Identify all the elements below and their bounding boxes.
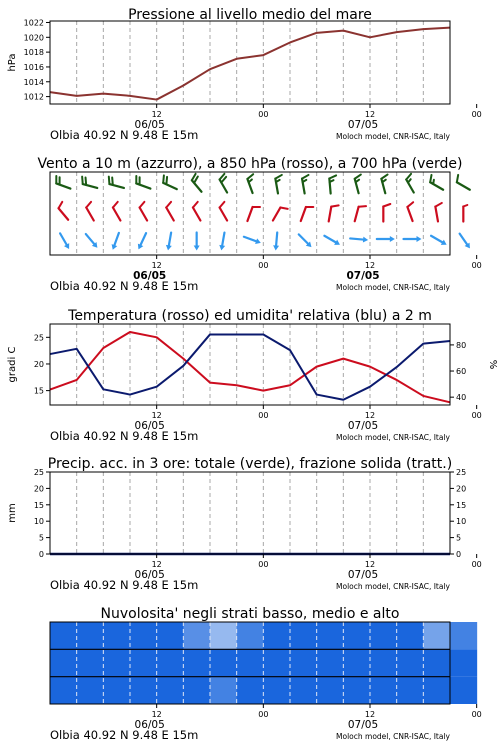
y-tick-label: 5 (38, 533, 44, 543)
y-tick-label: 1012 (23, 92, 44, 102)
wind-shaft (193, 208, 201, 221)
wind-shaft (163, 183, 177, 189)
x-tick-label: 12 (364, 110, 376, 119)
chart-title: Precip. acc. in 3 ore: totale (verde), frazione solida (tratt.) (47, 456, 453, 472)
cloud-cell (290, 677, 317, 704)
wind-shaft (60, 233, 67, 244)
cloud-cell (263, 649, 290, 676)
wind-barb-flag (86, 178, 87, 185)
cloud-cell (157, 677, 184, 704)
cloud-cell (423, 677, 450, 704)
wind-barb (299, 234, 312, 247)
y-tick-label: 10 (33, 517, 44, 527)
precip-frame (50, 472, 450, 554)
wind-barb (430, 175, 443, 190)
cloud-cell (423, 622, 450, 649)
wind-shaft (299, 234, 308, 243)
wind-barb-flag (194, 177, 198, 183)
wind-shaft (86, 234, 94, 244)
wind-barb-flag (112, 178, 113, 185)
y-tick-label: 25 (33, 333, 44, 343)
wind-barb (355, 206, 366, 221)
location-label: Olbia 40.92 N 9.48 E 15m (50, 429, 199, 443)
x-tick-label: 12 (151, 560, 162, 569)
wind-barb (247, 207, 260, 221)
date-label: 06/05 (134, 569, 165, 581)
cloud-cell (130, 622, 157, 649)
wind-barb (113, 202, 121, 221)
wind-barb (435, 203, 441, 221)
wind-arrowhead (194, 246, 200, 251)
cloud-cell (317, 677, 344, 704)
x-tick-label: 12 (151, 261, 162, 270)
wind-barb (192, 174, 202, 192)
cloud-cell (263, 677, 290, 704)
cloud-cell (103, 649, 130, 676)
location-label: Olbia 40.92 N 9.48 E 15m (50, 128, 199, 142)
wind-barb (355, 175, 361, 194)
date-label: 07/05 (347, 569, 379, 581)
wind-barb (329, 175, 336, 193)
x-tick-label: 12 (364, 411, 376, 420)
cloud-cell (370, 622, 397, 649)
wind-arrowhead (219, 245, 225, 250)
wind-barb (324, 236, 340, 245)
wind-shaft (114, 233, 118, 245)
y-tick-label: 1022 (23, 18, 44, 28)
wind-shaft (56, 183, 70, 188)
pressure-line (50, 28, 450, 100)
wind-barb (301, 207, 314, 221)
y-tick-label-right: 0 (456, 550, 462, 559)
model-credit: Moloch model, CNR-ISAC, Italy (336, 582, 450, 591)
wind-barb-flag (407, 202, 413, 207)
x-tick-label: 00 (471, 110, 482, 119)
cloud-cell (237, 622, 264, 649)
model-credit: Moloch model, CNR-ISAC, Italy (336, 732, 450, 741)
wind-barb (194, 233, 200, 251)
wind-barb-flag (302, 175, 308, 179)
wind-shaft (301, 207, 306, 221)
wind-shaft (166, 208, 174, 221)
wind-shaft (59, 208, 69, 219)
wind-arrowhead (363, 237, 368, 243)
y-tick-label-right: 15 (456, 500, 467, 510)
y-tick-label-right: 60 (456, 367, 467, 377)
cloud-cell (50, 649, 77, 676)
wind-barb (56, 176, 70, 189)
x-tick-label: 00 (258, 710, 269, 719)
chart-title: Temperatura (rosso) ed umidita' relativa (blu) a 2 m (68, 308, 432, 324)
cloud-cell (157, 622, 184, 649)
cloud-cell (77, 677, 104, 704)
wind-barb-flag (280, 208, 287, 209)
y-tick-label: 1018 (23, 48, 44, 58)
wind-shaft (329, 207, 332, 222)
cloud-cell (77, 649, 104, 676)
x-tick-label: 00 (258, 261, 269, 270)
wind-shaft (350, 238, 363, 239)
wind-barb (457, 175, 470, 190)
wind-arrowhead (273, 245, 279, 250)
wind-barb-half (463, 205, 467, 207)
wind-barb (463, 205, 467, 222)
wind-barb (220, 174, 228, 193)
wind-barb (329, 205, 339, 221)
x-tick-label: 12 (364, 710, 376, 719)
y-tick-label: 15 (33, 500, 44, 510)
x-tick-label: 00 (258, 560, 269, 569)
wind-barb (193, 202, 201, 221)
temperature-line (50, 332, 450, 402)
wind-barb-flag (59, 202, 63, 208)
wind-barb (166, 233, 172, 251)
wind-shaft (192, 180, 202, 191)
wind-barb-flag (435, 203, 441, 207)
chart-title: Vento a 10 m (azzurro), a 850 hPa (rosso), a 700 hPa (verde) (37, 156, 463, 172)
wind-barb (381, 175, 387, 194)
y-tick-label: 1014 (23, 77, 44, 87)
cloud-cell (77, 622, 104, 649)
date-label: 06/05 (134, 420, 165, 432)
y-tick-label: 20 (33, 359, 44, 369)
date-label: 07/05 (347, 420, 379, 432)
wind-barb (59, 202, 69, 220)
wind-barb (431, 236, 447, 245)
y-tick-label-right: 25 (456, 468, 467, 477)
wind-barb (350, 237, 368, 243)
wind-barb (460, 234, 470, 249)
x-tick-label: 00 (471, 710, 482, 719)
wind-barb-flag (457, 175, 458, 182)
location-label: Olbia 40.92 N 9.48 E 15m (50, 728, 199, 742)
wind-barb (140, 202, 148, 221)
wind-barb (406, 174, 414, 193)
y-tick-label-right: 40 (456, 393, 467, 403)
x-tick-label: 00 (471, 560, 482, 569)
chart-title: Pressione al livello medio del mare (128, 7, 372, 23)
wind-barb-flag (86, 202, 91, 208)
wind-shaft (222, 233, 224, 246)
wind-shaft (355, 207, 359, 221)
cloud-cell (237, 677, 264, 704)
cloud-cell (103, 622, 130, 649)
wind-barb (60, 233, 69, 249)
cloud-cell (317, 622, 344, 649)
wind-barb-flag (113, 202, 118, 208)
wind-barb (219, 233, 225, 251)
wind-barb (136, 176, 150, 189)
x-tick-label: 12 (151, 411, 162, 420)
wind-shaft (324, 236, 335, 243)
wind-barb-flag (109, 177, 110, 184)
model-credit: Moloch model, CNR-ISAC, Italy (336, 132, 450, 141)
date-label: 07/05 (347, 719, 379, 731)
wind-barb-flag (163, 175, 164, 182)
wind-barb (273, 233, 279, 251)
cloud-cell (237, 649, 264, 676)
wind-shaft (430, 182, 443, 190)
wind-shaft (244, 237, 256, 241)
model-credit: Moloch model, CNR-ISAC, Italy (336, 433, 450, 442)
wind-shaft (407, 207, 412, 221)
cloud-cell (397, 677, 424, 704)
wind-barb (82, 177, 97, 188)
y-tick-label: 1016 (23, 62, 44, 72)
cloud-cell (157, 649, 184, 676)
y-axis-label-right: % (487, 359, 498, 370)
cloud-cell (343, 622, 370, 649)
date-label: 07/05 (346, 270, 380, 282)
wind-shaft (141, 233, 146, 245)
y-tick-label-right: 5 (456, 533, 462, 543)
wind-barb-flag (140, 202, 145, 208)
cloud-cell (183, 677, 210, 704)
y-tick-label: 0 (38, 550, 44, 559)
cloud-cell (450, 622, 477, 649)
x-tick-label: 12 (364, 261, 376, 270)
date-label: 06/05 (134, 119, 165, 131)
wind-barb-half (249, 179, 252, 182)
wind-barb (166, 202, 174, 221)
y-axis-label: hPa (7, 53, 18, 72)
cloud-cell (183, 649, 210, 676)
wind-shaft (86, 208, 94, 221)
cloud-cell (290, 649, 317, 676)
y-tick-label: 20 (33, 484, 44, 494)
cloud-cell (423, 649, 450, 676)
wind-barb-flag (275, 175, 281, 179)
wind-shaft (276, 233, 277, 246)
wind-barb-half (433, 180, 434, 184)
cloud-cell (210, 622, 237, 649)
wind-barb-flag (381, 175, 387, 179)
wind-barb-flag (82, 177, 83, 184)
cloud-cell (183, 622, 210, 649)
wind-barb (163, 175, 177, 189)
cloud-cell (210, 649, 237, 676)
wind-shaft (169, 233, 171, 246)
wind-barb (383, 204, 390, 222)
y-tick-label: 25 (33, 468, 44, 477)
wind-barb-flag (383, 204, 390, 207)
date-label: 06/05 (133, 270, 167, 282)
wind-shaft (136, 183, 150, 188)
wind-barb-flag (247, 174, 253, 179)
model-credit: Moloch model, CNR-ISAC, Italy (336, 283, 450, 292)
wind-shaft (83, 184, 97, 188)
x-tick-label: 00 (258, 411, 269, 420)
location-label: Olbia 40.92 N 9.48 E 15m (50, 578, 199, 592)
cloud-cell (450, 649, 477, 676)
wind-barb-half (408, 179, 411, 182)
wind-shaft (140, 208, 148, 221)
date-label: 06/05 (134, 719, 165, 731)
wind-barb (377, 236, 395, 242)
x-tick-label: 12 (151, 710, 162, 719)
wind-barb (273, 208, 288, 221)
cloud-cell (450, 677, 477, 704)
wind-barb (275, 175, 281, 193)
wind-shaft (220, 208, 228, 221)
wind-barb-flag (166, 177, 167, 184)
wind-shaft (247, 207, 252, 221)
cloud-cell (290, 622, 317, 649)
cloud-cell (130, 649, 157, 676)
x-tick-label: 00 (471, 411, 482, 420)
wind-barb (404, 236, 422, 242)
y-axis-label: mm (7, 503, 18, 523)
cloud-cell (130, 677, 157, 704)
x-tick-label: 12 (151, 110, 162, 119)
wind-shaft (457, 182, 470, 190)
temp-frame (50, 324, 450, 405)
cloud-cell (397, 622, 424, 649)
x-tick-label: 00 (258, 110, 269, 119)
wind-barb (109, 177, 124, 188)
wind-barb-flag (430, 175, 431, 182)
wind-arrowhead (417, 236, 422, 242)
y-tick-label: 15 (33, 386, 44, 396)
cloud-cell (370, 649, 397, 676)
wind-arrowhead (166, 245, 172, 250)
location-label: Olbia 40.92 N 9.48 E 15m (50, 279, 199, 293)
wind-barb (407, 202, 413, 221)
wind-arrowhead (390, 236, 395, 242)
wind-shaft (435, 207, 438, 222)
wind-barb-flag (220, 202, 225, 208)
cloud-cell (50, 677, 77, 704)
y-axis-label: gradi C (7, 346, 18, 383)
y-tick-label-right: 10 (456, 517, 467, 527)
cloud-cell (343, 677, 370, 704)
wind-shaft (113, 208, 121, 221)
wind-barb (86, 202, 94, 221)
cloud-cell (263, 622, 290, 649)
cloud-cell (317, 649, 344, 676)
y-tick-label: 1020 (23, 33, 44, 43)
date-label: 07/05 (347, 119, 379, 131)
x-tick-label: 00 (471, 261, 482, 270)
y-tick-label-right: 20 (456, 484, 467, 494)
wind-barb-flag (359, 206, 366, 207)
wind-barb-flag (193, 202, 198, 208)
wind-shaft (109, 184, 123, 188)
wind-shaft (431, 236, 442, 243)
cloud-cell (103, 677, 130, 704)
chart-title: Nuvolosita' negli strati basso, medio e alto (100, 606, 400, 622)
wind-barb (138, 233, 146, 249)
wind-barb (220, 202, 228, 221)
wind-shaft (273, 208, 281, 221)
wind-barb (302, 175, 308, 193)
wind-barb (112, 233, 119, 250)
wind-barb-flag (192, 174, 196, 180)
cloud-cell (343, 649, 370, 676)
cloud-cell (210, 677, 237, 704)
wind-barb (247, 174, 253, 193)
cloud-cell (397, 649, 424, 676)
wind-barb-flag (166, 202, 171, 208)
cloud-cell (50, 622, 77, 649)
wind-barb-flag (329, 175, 336, 178)
wind-barb-flag (355, 175, 361, 179)
wind-barb (244, 237, 261, 244)
wind-shaft (460, 234, 467, 245)
wind-barb (86, 234, 98, 248)
x-tick-label: 12 (364, 560, 376, 569)
cloud-cell (370, 677, 397, 704)
y-tick-label-right: 80 (456, 340, 467, 350)
wind-barb-flag (331, 205, 338, 206)
